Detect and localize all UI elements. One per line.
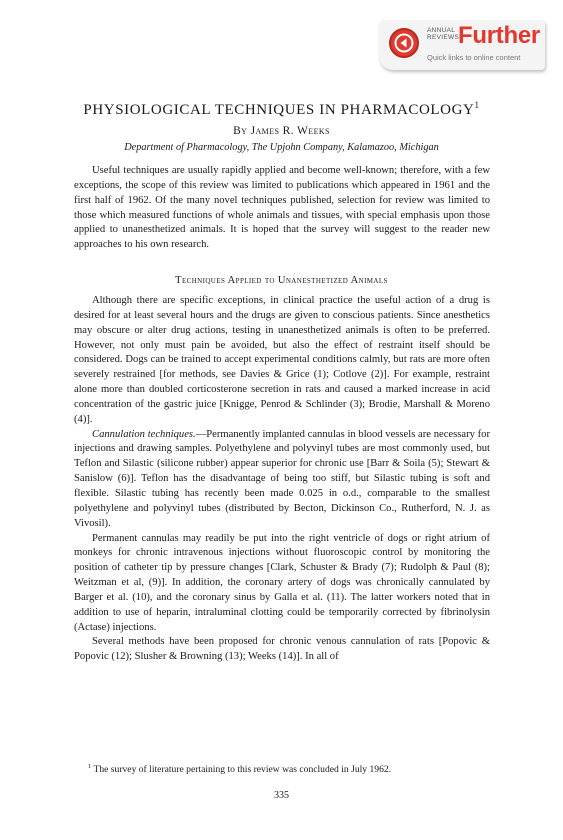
- paragraph-3: Permanent cannulas may readily be put into the right ventricle of dogs or right atrium of monkeys for chronic intravenous injections without fluoroscopic control by monitoring the position of catheter tip by pressure changes [Clark, Schuster & Brady (7); Rudolph & Paul (8); Weitzman et al, (9)]. In addition, the coronary artery of dogs was chronically cannulated by Barger et al. (10), and the coronary sinus by Galla et al. (11). The latter workers noted that in addition to use of heparin, intraluminal clotting could be temporarily corrected by fibrinolysin (Actase) injections.: [74, 532, 490, 633]
- play-icon: [389, 28, 419, 58]
- intro-text: Useful techniques are usually rapidly applied and become well-known; therefore, with a few exceptions, the scope of this review was limited to publications which appeared in 1961 and the first half of 1962. Of the many novel techniques published, selection for review was limited to those which measured functions of whole animals and tissues, with special emphasis upon those applied to unanesthetized animals. It is hoped that the survey will suggest to the reader new approaches to his own research.: [74, 165, 490, 251]
- title-text: PHYSIOLOGICAL TECHNIQUES IN PHARMACOLOGY: [83, 102, 475, 118]
- footnote-mark: 1: [88, 763, 92, 770]
- footnote: [74, 763, 490, 775]
- paragraph-1: Although there are specific exceptions, in clinical practice the useful action of a drug is desired for at least several hours and the drugs are given to conscious patients. Since anesthetics may obscure or alter drug actions, testing in unanesthetized animals is often to be preferred. However, not only must pain be avoided, but also the effect of restraint itself should be considered. Dogs can be trained to accept experimental conditions calmly, but rats are more often severely restrained [for methods, see Davies & Grice (1); Cotlove (2)]. For example, restraint alone more than doubled corticosterone secretion in rats and caused a marked increase in acid concentration of the gastric juice [Knigge, Penrod & Schlinder (3); Brodie, Marshall & Moreno (4)].: [74, 295, 490, 425]
- title-footnote-mark[interactable]: 1: [474, 100, 480, 110]
- paragraph-2-text: —Permanently implanted cannulas in blood vessels are necessary for injections and drawing samples. Polyethylene and polyvinyl tubes are most commonly used, but Teflon and Silastic (silicone rubber) appear superior for chronic use [Barr & Soila (5); Stewart & Sanislow (6)]. Teflon has the disadvantage of being too stiff, but Silastic tubing is soft and flexible. Silastic tubing has recently been made 0.025 in o.d., comparable to the smallest polyethylene and polyvinyl tubes (distributed by Becton, Dickinson Co., Rutherford, N. J. as Vivosil).: [74, 428, 490, 529]
- affiliation: Department of Pharmacology, The Upjohn Company, Kalamazoo, Michigan: [124, 142, 439, 153]
- paragraph-4: Several methods have been proposed for chronic venous cannulation of rats [Popovic & Popovic (12); Slusher & Browning (13); Weeks (14)]. In all of: [74, 636, 490, 663]
- section-heading: Techniques Applied to Unanesthetized Animals: [175, 275, 388, 286]
- cannulation-subheading: Cannulation techniques.: [92, 428, 196, 440]
- author-line: By James R. Weeks: [233, 125, 330, 137]
- footnote-text: The survey of literature pertaining to this review was concluded in July 1962.: [91, 764, 392, 776]
- badge-subtitle: Quick links to online content: [427, 53, 521, 62]
- section-body: [74, 294, 490, 665]
- paragraph-2: [74, 428, 490, 532]
- badge-reviews-text: REVIEWS: [427, 34, 460, 41]
- article-title: [0, 100, 563, 119]
- annual-reviews-logo: [427, 27, 459, 41]
- badge-annual-text: ANNUAL: [427, 27, 456, 34]
- page-number: 335: [274, 790, 289, 801]
- further-badge[interactable]: [379, 20, 545, 70]
- badge-further-text: Further: [458, 22, 540, 49]
- intro-paragraph: [74, 164, 490, 253]
